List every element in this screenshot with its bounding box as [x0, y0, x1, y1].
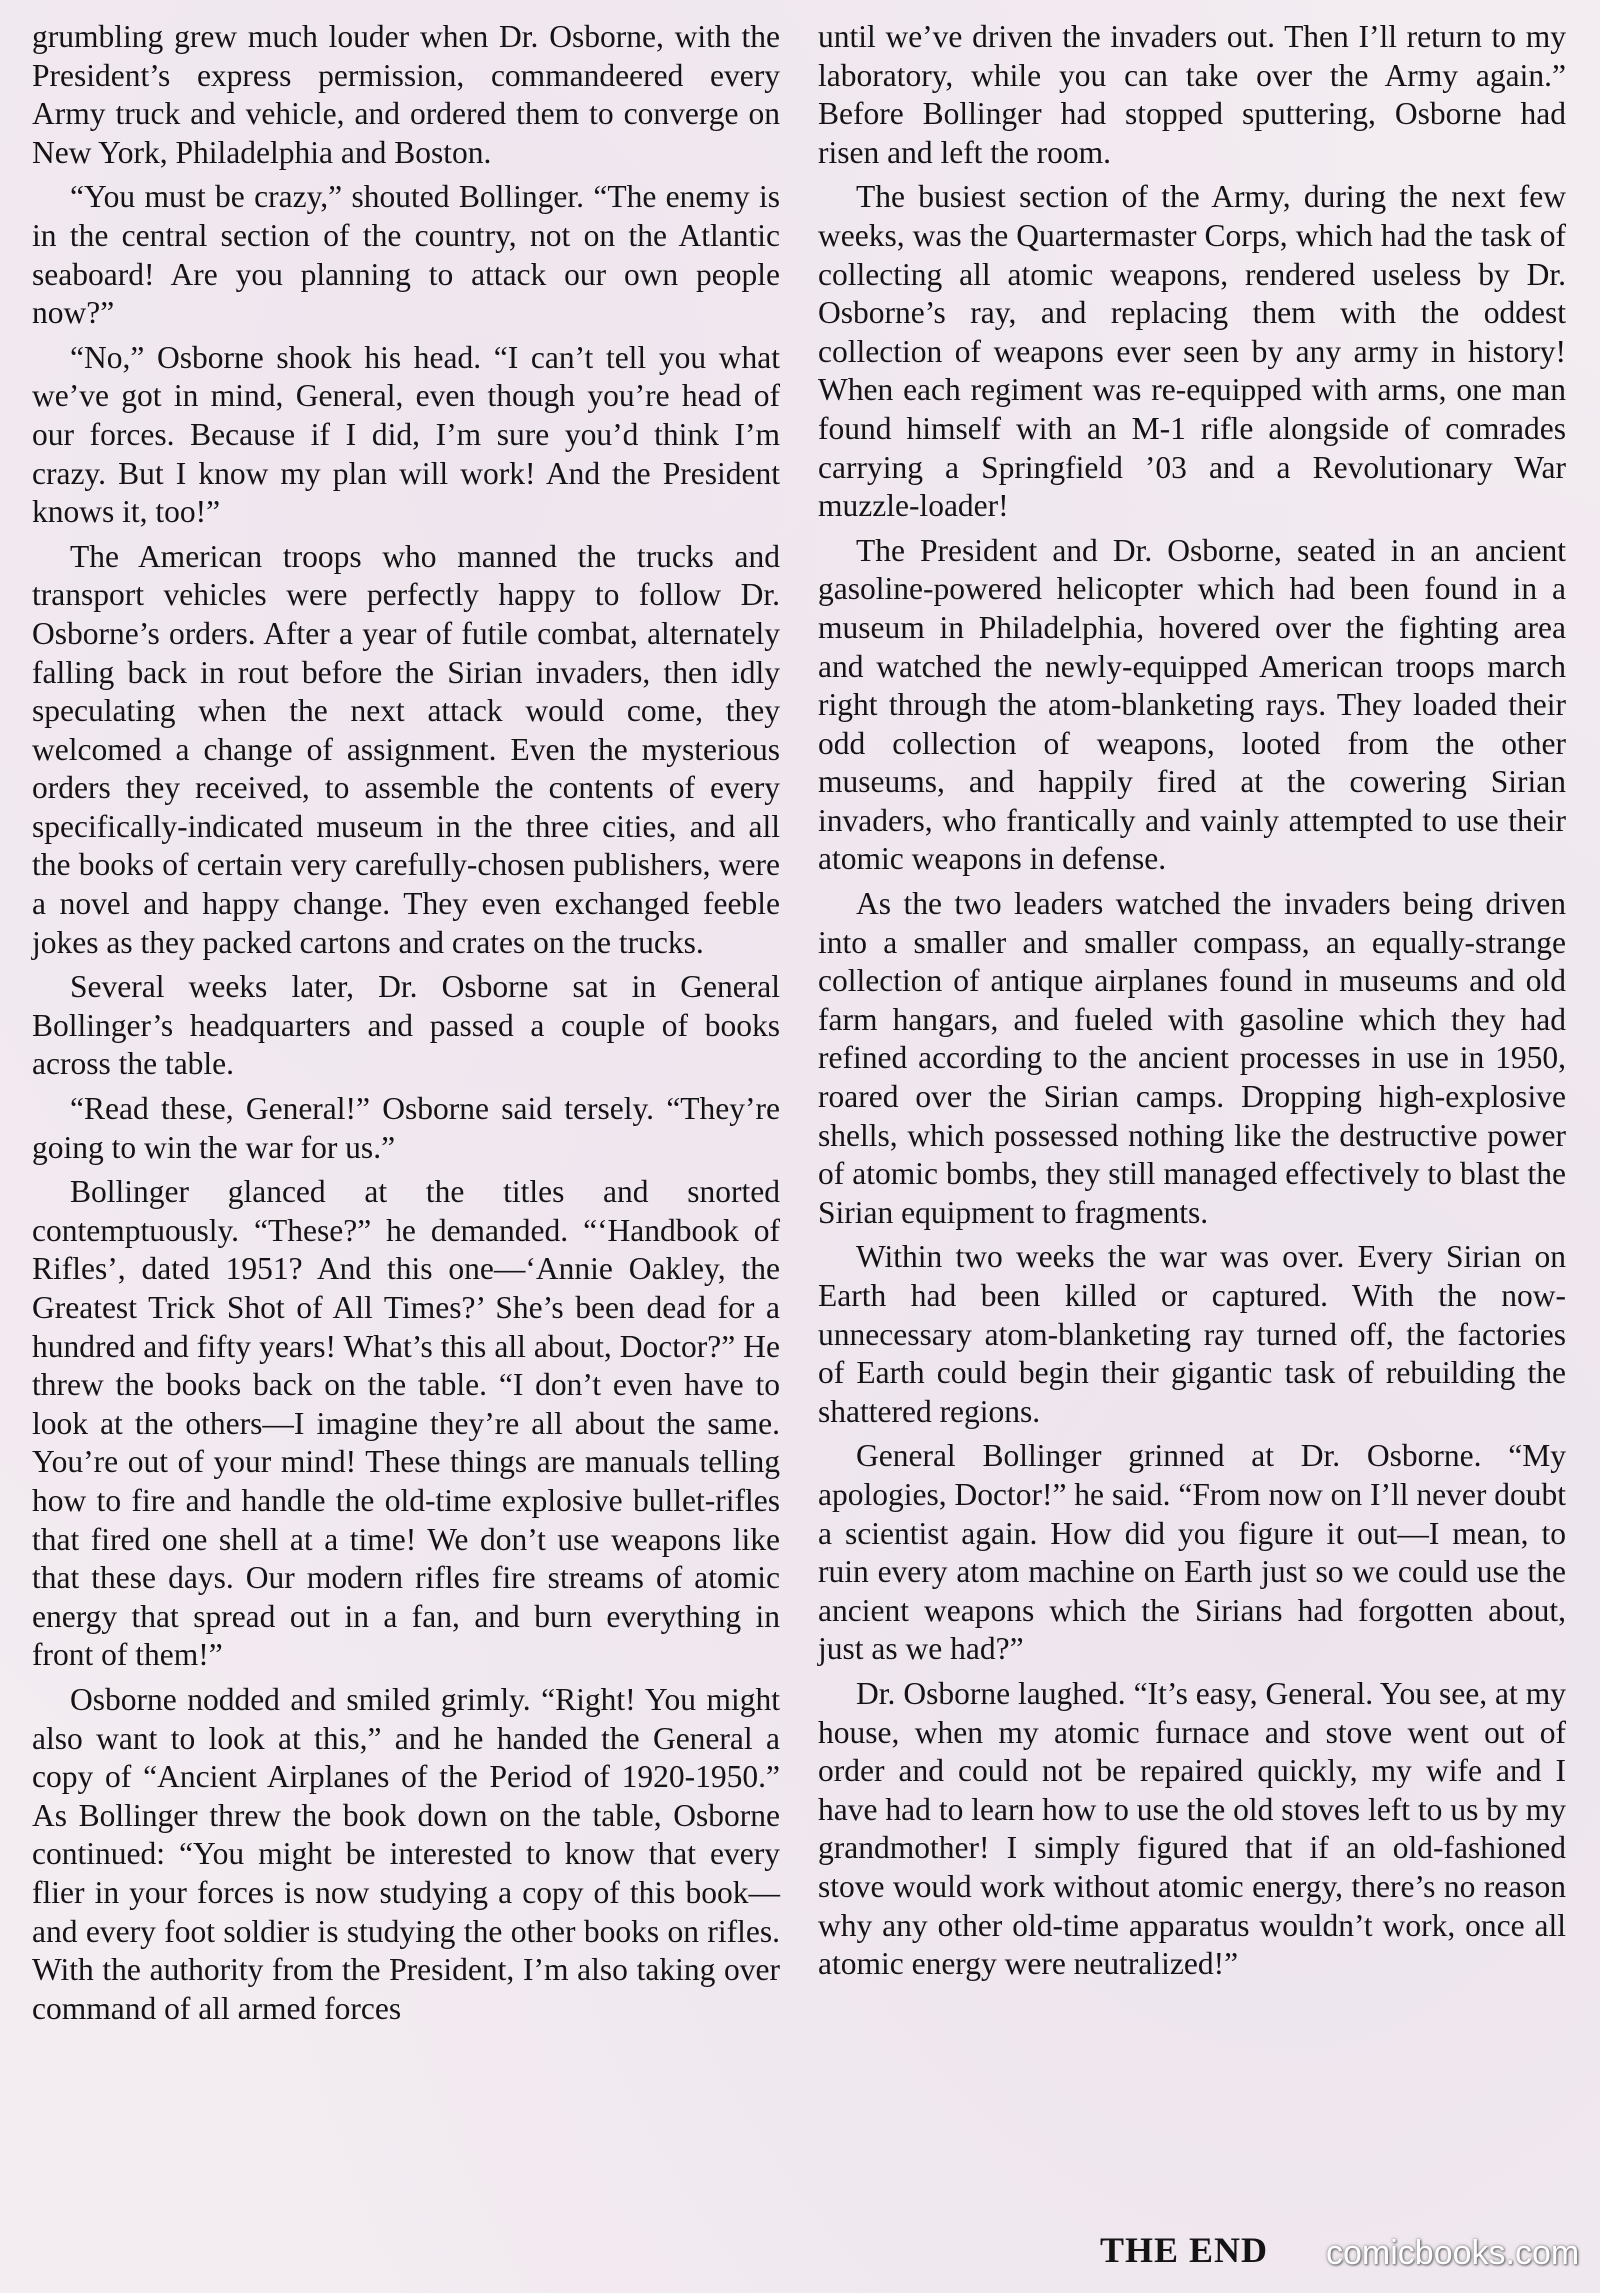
- right-column: [818, 18, 1566, 1984]
- paragraph: grumbling grew much louder when Dr. Osborne, with the President’s express permission, commandeered every Army truck and vehicle, and ordered them to converge on New York, Philadelphia and Boston.: [32, 19, 780, 170]
- paragraph: until we’ve driven the invaders out. Then I’ll return to my laboratory, while you can take over the Army again.” Before Bollinger had stopped sputtering, Osborne had risen and left the room.: [818, 19, 1566, 170]
- paragraph: “Read these, General!” Osborne said tersely. “They’re going to win the war for us.”: [32, 1091, 780, 1165]
- site-watermark: comicbooks.com: [1326, 2234, 1580, 2272]
- paragraph: Several weeks later, Dr. Osborne sat in General Bollinger’s headquarters and passed a couple of books across the table.: [32, 969, 780, 1082]
- paragraph: “No,” Osborne shook his head. “I can’t tell you what we’ve got in mind, General, even though you’re head of our forces. Because if I did, I’m sure you’d think I’m crazy. But I know my plan will work! And the President knows it, too!”: [32, 339, 780, 530]
- the-end-label: THE END: [1100, 2230, 1269, 2270]
- paragraph: General Bollinger grinned at Dr. Osborne. “My apologies, Doctor!” he said. “From now on I’ll never doubt a scientist again. How did you figure it out—I mean, to ruin every atom machine on Earth just so we could use the ancient weapons which the Sirians had forgotten about, just as we had?”: [818, 1438, 1566, 1667]
- paragraph: Osborne nodded and smiled grimly. “Right! You might also want to look at this,” and he handed the General a copy of “Ancient Airplanes of the Period of 1920-1950.” As Bollinger threw the book down on the table, Osborne continued: “You might be interested to know that every flier in your forces is now studying a copy of this book—and every foot soldier is studying the other books on rifles. With the authority from the President, I’m also taking over command of all armed forces: [32, 1681, 780, 2026]
- paragraph: The busiest section of the Army, during the next few weeks, was the Quartermaster Corps, which had the task of collecting all atomic weapons, rendered useless by Dr. Osborne’s ray, and replacing them with the oddest collection of weapons ever seen by any army in history! When each regiment was re-equipped with arms, one man found himself with an M-1 rifle alongside of comrades carrying a Springfield ’03 and a Revolutionary War muzzle-loader!: [818, 179, 1566, 524]
- left-column: [32, 18, 780, 2028]
- paragraph: Bollinger glanced at the titles and snorted contemptuously. “These?” he demanded. “‘Handbook of Rifles’, dated 1951? And this one—‘Annie Oakley, the Greatest Trick Shot of All Times?’ She’s been dead for a hundred and fifty years! What’s this all about, Doctor?” He threw the books back on the table. “I don’t even have to look at the others—I imagine they’re all about the same. You’re out of your mind! These things are manuals telling how to fire and handle the old-time explosive bullet-rifles that fired one shell at a time! We don’t use weapons like that these days. Our modern rifles fire streams of atomic energy that spread out in a fan, and burn everything in front of them!”: [32, 1174, 780, 1673]
- paragraph: The President and Dr. Osborne, seated in an ancient gasoline-powered helicopter which had been found in a museum in Philadelphia, hovered over the fighting area and watched the newly-equipped American troops march right through the atom-blanketing rays. They loaded their odd collection of weapons, looted from the other museums, and happily fired at the cowering Sirian invaders, who frantically and vainly attempted to use their atomic weapons in defense.: [818, 532, 1566, 877]
- paragraph: Within two weeks the war was over. Every Sirian on Earth had been killed or captured. With the now-unnecessary atom-blanketing ray turned off, the factories of Earth could begin their gigantic task of rebuilding the shattered regions.: [818, 1239, 1566, 1429]
- paragraph: Dr. Osborne laughed. “It’s easy, General. You see, at my house, when my atomic furnace and stove went out of order and could not be repaired quickly, my wife and I have had to learn how to use the old stoves left to us by my grandmother! I simply figured that if an old-fashioned stove would work without atomic energy, there’s no reason why any other old-time apparatus wouldn’t work, once all atomic energy were neutralized!”: [818, 1675, 1566, 1982]
- paragraph: As the two leaders watched the invaders being driven into a smaller and smaller compass, an equally-strange collection of antique airplanes found in museums and old farm hangars, and fueled with gasoline which they had refined according to the ancient processes in use in 1950, roared over the Sirian camps. Dropping high-explosive shells, which possessed nothing like the destructive power of atomic bombs, they still managed effectively to blast the Sirian equipment to fragments.: [818, 886, 1566, 1230]
- paragraph: The American troops who manned the trucks and transport vehicles were perfectly happy to follow Dr. Osborne’s orders. After a year of futile combat, alternately falling back in rout before the Sirian invaders, then idly speculating when the next attack would come, they welcomed a change of assignment. Even the mysterious orders they received, to assemble the contents of every specifically-indicated museum in the three cities, and all the books of certain very carefully-chosen publishers, were a novel and happy change. They even exchanged feeble jokes as they packed cartons and crates on the trucks.: [32, 538, 780, 960]
- paragraph: “You must be crazy,” shouted Bollinger. “The enemy is in the central section of the country, not on the Atlantic seaboard! Are you planning to attack our own people now?”: [32, 179, 780, 331]
